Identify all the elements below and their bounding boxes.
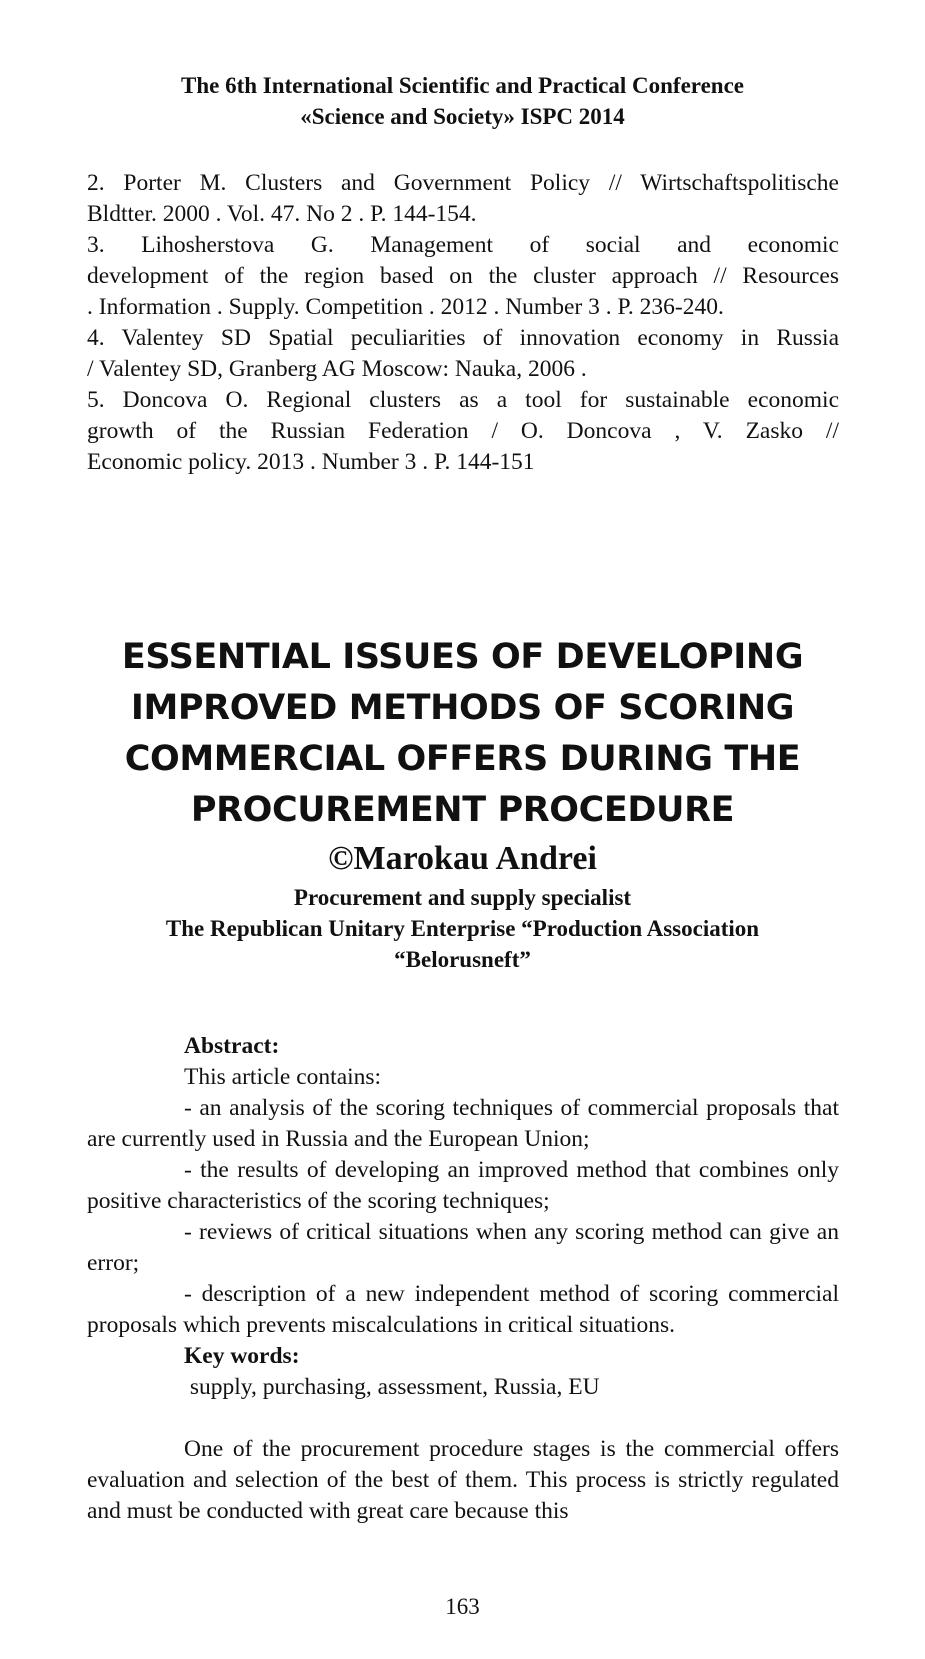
paragraph-spacer [87,1403,839,1434]
reference-line: / Valentey SD, Granberg AG Moscow: Nauka, 2006 . [87,356,587,382]
body-paragraph: One of the procurement procedure stages is the commercial offers evaluation and selection of the best of them. This process is strictly regulated and must be conducted with great care because this [87,1436,839,1524]
author-name: ©Marokau Andrei [328,840,597,877]
conference-header [0,70,925,132]
article-title-line: ESSENTIAL ISSUES OF DEVELOPING [121,637,804,677]
abstract-intro: This article contains: [184,1064,382,1090]
conference-header-line-2: «Science and Society» ISPC 2014 [300,104,625,129]
article-title-line: IMPROVED METHODS OF SCORING [130,688,795,728]
author-organization-line-2: “Belorusneft” [394,947,531,972]
abstract-item: - description of a new independent method of scoring commercial proposals which prevents miscalculations in critical situations. [87,1281,839,1338]
article-title [40,632,885,836]
keywords-heading: Key words: [184,1343,300,1369]
author-affiliation [60,882,865,975]
reference-line: development of the region based on the cluster approach // Resources [87,263,839,289]
reference-line: 2. Porter M. Clusters and Government Policy // Wirtschaftspolitische [87,170,839,196]
abstract-item: - reviews of critical situations when any scoring method can give an error; [87,1219,839,1276]
abstract-item: - an analysis of the scoring techniques of commercial proposals that are currently used in Russia and the European Union; [87,1095,839,1152]
article-title-line: PROCUREMENT PROCEDURE [190,790,735,830]
reference-line: 5. Doncova O. Regional clusters as a tool for sustainable economic [87,387,839,413]
abstract-item: - the results of developing an improved method that combines only positive characteristics of the scoring techniques; [87,1157,839,1214]
abstract-section [87,1031,839,1527]
author-organization-line-1: The Republican Unitary Enterprise “Production Association [165,916,760,941]
reference-line: . Information . Supply. Competition . 2012 . Number 3 . P. 236-240. [87,294,724,320]
conference-header-line-1: The 6th International Scientific and Practical Conference [180,73,744,98]
article-title-line: COMMERCIAL OFFERS DURING THE [124,739,801,779]
reference-item [87,230,839,323]
keywords-list: supply, purchasing, assessment, Russia, EU [184,1374,600,1400]
reference-list [87,168,839,478]
page-number: 163 [445,1594,480,1619]
reference-item [87,168,839,230]
reference-line: 3. Lihosherstova G. Management of social and economic [87,232,839,258]
abstract-heading: Abstract: [184,1033,280,1059]
reference-line: Economic policy. 2013 . Number 3 . P. 144-151 [87,449,535,475]
reference-line: Bldtter. 2000 . Vol. 47. No 2 . P. 144-154. [87,201,477,227]
reference-item [87,385,839,478]
reference-item [87,323,839,385]
reference-line: growth of the Russian Federation / O. Doncova , V. Zasko // [87,418,839,444]
reference-line: 4. Valentey SD Spatial peculiarities of innovation economy in Russia [87,325,839,351]
author-position: Procurement and supply specialist [293,885,632,910]
